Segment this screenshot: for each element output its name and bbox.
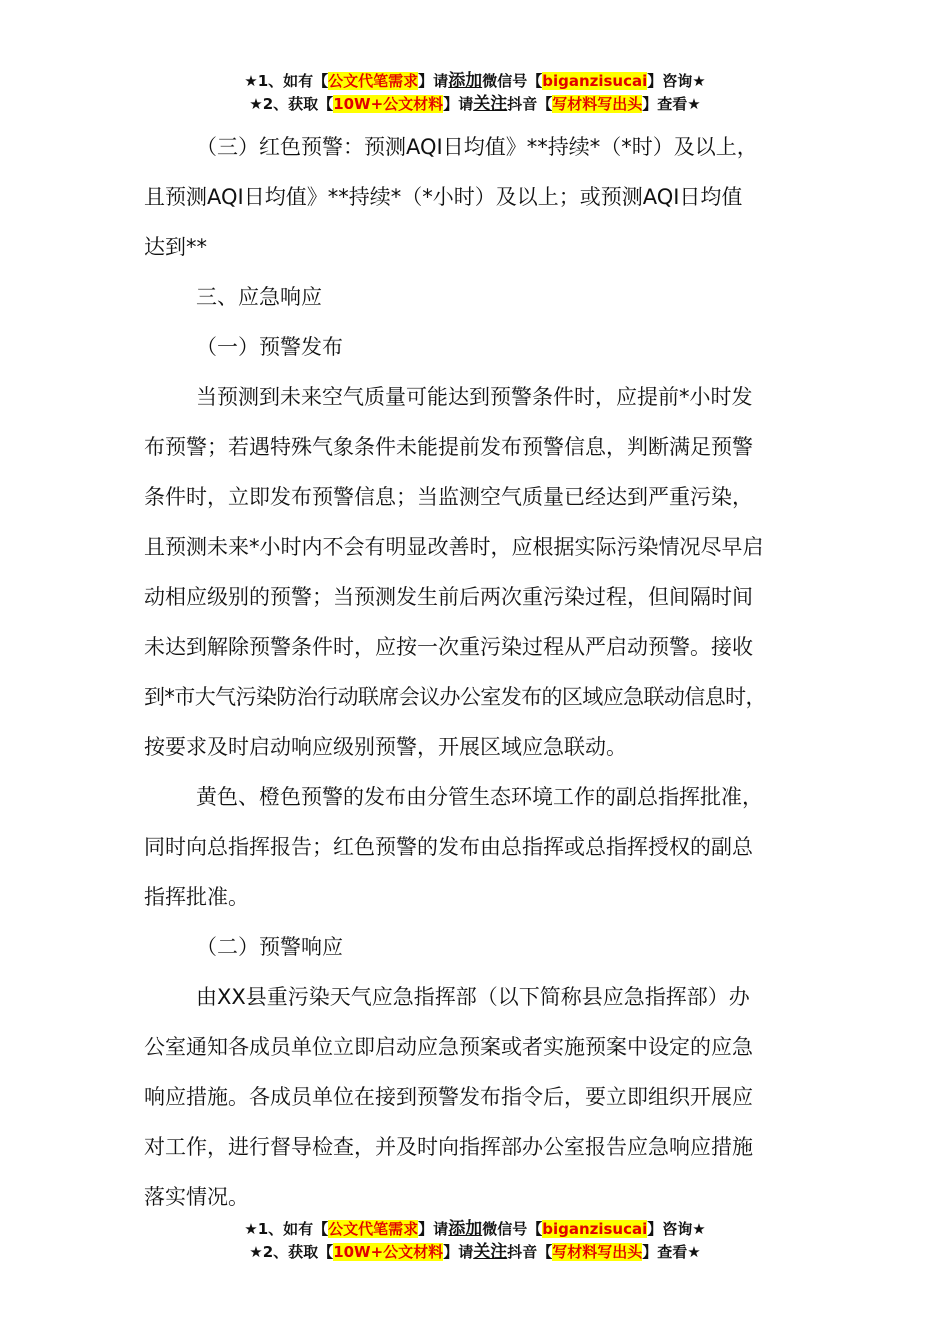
banner-highlight: 公文代笔需求 <box>328 1220 419 1238</box>
paragraph-line: 未达到解除预警条件时，应按一次重污染过程从严启动预警。接收 <box>144 635 753 659</box>
banner-highlight: 10W+公文材料 <box>333 1243 444 1261</box>
banner-text: ★1、如有【 <box>244 72 329 90</box>
banner-highlight: 10W+公文材料 <box>333 95 444 113</box>
banner-text: 】请 <box>443 95 474 113</box>
banner-highlight: biganzisucai <box>542 1220 648 1238</box>
banner-text: 抖音【 <box>507 1243 553 1261</box>
banner-text: 】咨询★ <box>647 1220 706 1238</box>
paragraph-line: 条件时，立即发布预警信息；当监测空气质量已经达到严重污染， <box>144 485 753 509</box>
banner-text: 】查看★ <box>642 95 701 113</box>
paragraph-line: 达到** <box>144 235 207 259</box>
paragraph-line: 对工作，进行督导检查，并及时向指挥部办公室报告应急响应措施 <box>144 1135 753 1159</box>
banner-text: 】请 <box>418 72 449 90</box>
paragraph-line: 响应措施。各成员单位在接到预警发布指令后，要立即组织开展应 <box>144 1085 753 1109</box>
section-heading: 三、应急响应 <box>196 285 322 309</box>
document-body <box>144 122 834 1222</box>
top-banner-line-1 <box>0 70 950 92</box>
banner-text: 微信号【 <box>482 72 543 90</box>
banner-text: 】请 <box>418 1220 449 1238</box>
banner-text: ★2、获取【 <box>249 95 334 113</box>
banner-highlight: 写材料写出头 <box>552 95 643 113</box>
paragraph-line: 黄色、橙色预警的发布由分管生态环境工作的副总指挥批准， <box>196 785 763 809</box>
paragraph-line: 且预测AQI日均值》**持续*（*小时）及以上；或预测AQI日均值 <box>144 185 743 209</box>
banner-highlight: 写材料写出头 <box>552 1243 643 1261</box>
bottom-banner-line-2 <box>0 1241 950 1263</box>
paragraph-line: 由XX县重污染天气应急指挥部（以下简称县应急指挥部）办 <box>196 985 750 1009</box>
banner-text: 】请 <box>443 1243 474 1261</box>
paragraph-line: 指挥批准。 <box>144 885 249 909</box>
bottom-banner-line-1 <box>0 1218 950 1240</box>
banner-text: 微信号【 <box>482 1220 543 1238</box>
subsection-heading: （一）预警发布 <box>196 335 343 359</box>
paragraph-line: （三）红色预警：预测AQI日均值》**持续*（*时）及以上， <box>196 135 758 159</box>
top-banner-line-2 <box>0 93 950 115</box>
paragraph-line: 落实情况。 <box>144 1185 249 1209</box>
paragraph-line: 同时向总指挥报告；红色预警的发布由总指挥或总指挥授权的副总 <box>144 835 753 859</box>
subsection-heading: （二）预警响应 <box>196 935 343 959</box>
banner-text: 】咨询★ <box>647 72 706 90</box>
paragraph-line: 当预测到未来空气质量可能达到预警条件时，应提前*小时发 <box>196 385 753 409</box>
banner-text: 抖音【 <box>507 95 553 113</box>
banner-highlight: biganzisucai <box>542 72 648 90</box>
paragraph-line: 按要求及时启动响应级别预警，开展区域应急联动。 <box>144 735 627 759</box>
paragraph-line: 且预测未来*小时内不会有明显改善时，应根据实际污染情况尽早启 <box>144 535 764 559</box>
paragraph-line: 公室通知各成员单位立即启动应急预案或者实施预案中设定的应急 <box>144 1035 753 1059</box>
banner-underlined: 关注 <box>473 1242 508 1262</box>
banner-text: ★1、如有【 <box>244 1220 329 1238</box>
banner-underlined: 添加 <box>448 1219 483 1239</box>
banner-text: 】查看★ <box>642 1243 701 1261</box>
banner-text: ★2、获取【 <box>249 1243 334 1261</box>
paragraph-line: 布预警；若遇特殊气象条件未能提前发布预警信息，判断满足预警 <box>144 435 753 459</box>
banner-underlined: 关注 <box>473 94 508 114</box>
paragraph-line: 到*市大气污染防治行动联席会议办公室发布的区域应急联动信息时， <box>144 685 766 709</box>
banner-highlight: 公文代笔需求 <box>328 72 419 90</box>
paragraph-line: 动相应级别的预警；当预测发生前后两次重污染过程，但间隔时间 <box>144 585 753 609</box>
banner-underlined: 添加 <box>448 71 483 91</box>
